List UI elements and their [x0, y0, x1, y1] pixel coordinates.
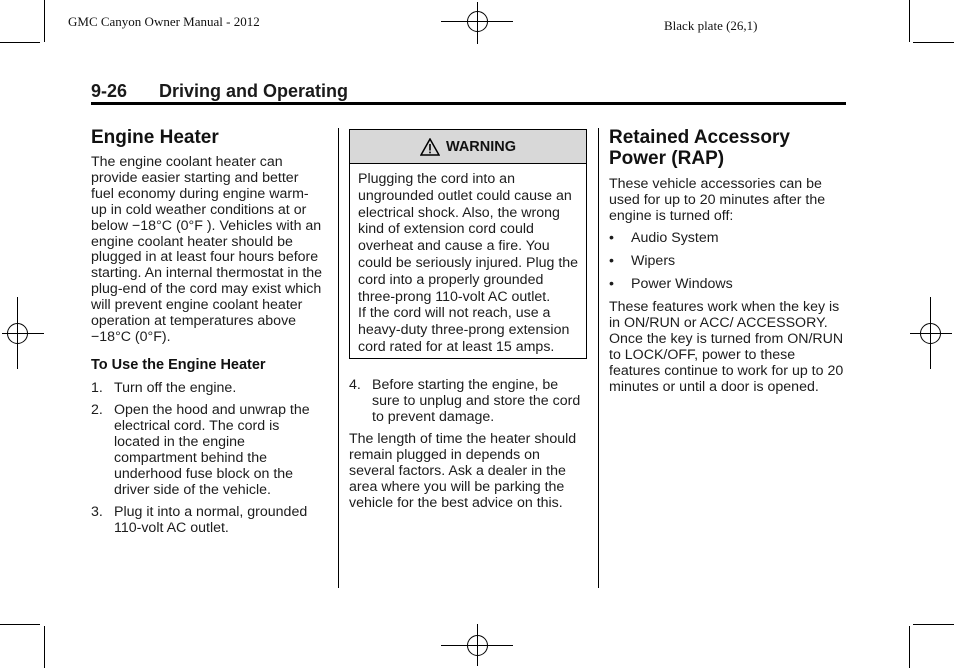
bullet: •: [609, 253, 614, 269]
plug-duration-text: The length of time the heater should remain plugged in depends on several factors. Ask a dealer in the area where you will be parking the vehicle for the best advice on this.: [349, 431, 577, 511]
rap-features-text: These features work when the key is in ON/RUN or ACC/ ACCESSORY. Once the key is turned from ON/RUN to LOCK/OFF, power to these features continue to work for up to 20 minutes or until a door is opened.: [609, 299, 844, 395]
engine-heater-intro: The engine coolant heater can provide easier starting and better fuel economy during engine warm-up in cold weather conditions at or below −18°C (0°F ). Vehicles with an engine coolant heater should be plugged in at least four hours before starting. An internal thermostat in the plug-end of the cord may exist which will prevent engine coolant heater operation at temperatures above −18°C (0°F).: [91, 154, 323, 345]
list-item: [91, 402, 323, 498]
step-text: Turn off the engine.: [114, 379, 237, 396]
crop-mark: [913, 624, 954, 625]
list-item-text: Wipers: [631, 253, 676, 269]
use-engine-heater-heading: To Use the Engine Heater: [91, 356, 266, 373]
crop-mark: [913, 42, 954, 43]
crop-mark: [44, 0, 45, 42]
step-text: Plug it into a normal, grounded 110-volt AC outlet.: [114, 503, 308, 536]
plate-label: Black plate (26,1): [664, 18, 758, 33]
step-text: Before starting the engine, be sure to unplug and store the cord to prevent damage.: [372, 377, 581, 425]
step-number: 1.: [91, 379, 103, 396]
bullet: •: [609, 230, 614, 246]
warning-header: [350, 130, 586, 164]
warning-box: [349, 129, 587, 359]
page-number: 9-26: [91, 81, 128, 101]
list-item: [609, 276, 847, 292]
section-header: [91, 81, 846, 102]
column-middle: [349, 377, 587, 517]
list-item: [609, 230, 847, 246]
manual-title: GMC Canyon Owner Manual - 2012: [68, 14, 260, 29]
step-number: 3.: [91, 503, 103, 520]
rap-accessory-list: [609, 230, 847, 292]
list-item-text: Audio System: [631, 230, 719, 246]
rap-intro: These vehicle accessories can be used for up to 20 minutes after the engine is turned off:: [609, 176, 826, 224]
list-item: [91, 504, 323, 536]
warning-text: Plugging the cord into an ungrounded outlet could cause an electrical shock. Also, the wrong kind of extension cord could overheat and cause a fire. You could be seriously injured. Plug the cord into a properly grounded three-prong 110-volt AC outlet.: [358, 171, 579, 305]
section-title: Driving and Operating: [159, 81, 349, 101]
list-item: [91, 380, 323, 396]
warning-label: WARNING: [445, 138, 517, 155]
crop-mark: [909, 0, 910, 42]
rap-heading-line1: Retained Accessory: [609, 127, 790, 148]
header-rule: [91, 102, 846, 105]
rap-heading-line2: Power (RAP): [609, 148, 725, 169]
step-text: Open the hood and unwrap the electrical cord. The cord is located in the engine compartment behind the underhood fuse block on the driver side of the vehicle.: [114, 401, 310, 498]
engine-heater-steps: [91, 380, 323, 536]
column-divider: [598, 128, 599, 588]
step-number: 2.: [91, 401, 103, 418]
warning-text: If the cord will not reach, use a heavy-duty three-prong extension cord rated for at least 15 amps.: [358, 305, 570, 355]
list-item-text: Power Windows: [631, 276, 733, 292]
warning-body: [350, 164, 586, 356]
list-item: [609, 253, 847, 269]
crop-mark: [0, 624, 40, 625]
crop-mark: [0, 42, 40, 43]
column-left: [91, 127, 323, 542]
rap-heading: [609, 127, 847, 169]
column-divider: [338, 128, 339, 588]
engine-heater-steps-continued: [349, 377, 587, 425]
warning-icon: [420, 138, 440, 156]
crop-mark: [44, 626, 45, 668]
engine-heater-heading: Engine Heater: [91, 127, 219, 148]
list-item: [349, 377, 587, 425]
step-number: 4.: [349, 377, 361, 393]
crop-mark: [909, 626, 910, 668]
column-right: [609, 127, 847, 401]
bullet: •: [609, 276, 614, 292]
